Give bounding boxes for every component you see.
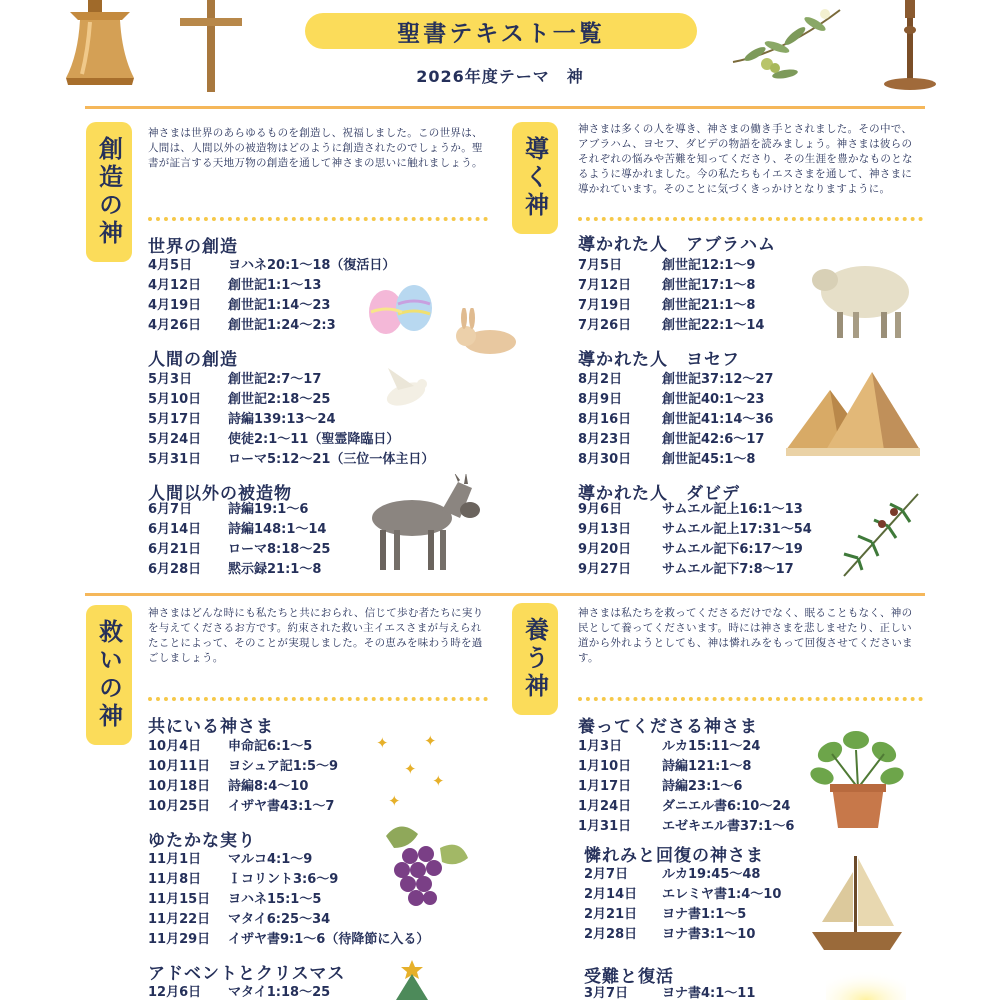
bell-illustration <box>60 0 140 90</box>
verse-date: 11月8日 <box>148 872 202 887</box>
dotted-divider <box>578 217 923 221</box>
verse-list <box>148 370 488 470</box>
verse-date: 6月21日 <box>148 542 202 557</box>
section-title: 世界の創造 <box>148 237 238 257</box>
verse-ref: ルカ19:45～48 <box>662 867 761 882</box>
verse-date: 2月7日 <box>584 867 629 882</box>
section-title: 人間以外の被造物 <box>148 484 292 504</box>
section-title: アドベントとクリスマス <box>148 964 346 984</box>
verse-row <box>148 390 488 410</box>
verse-date: 9月27日 <box>578 562 632 577</box>
verse-date: 1月17日 <box>578 779 632 794</box>
verse-ref: 創世記21:1～8 <box>662 298 756 313</box>
intro-creation: 神さまは世界のあらゆるものを創造し、祝福しました。この世界は、人間は、人間以外の被造物はどのように創造されたのでしょうか。聖書が証言する天地万物の創造を通して神さまの思いに触れましょう。 <box>148 127 483 169</box>
verse-date: 1月3日 <box>578 739 623 754</box>
dotted-divider <box>148 217 488 221</box>
verse-date: 8月9日 <box>578 392 623 407</box>
section-title: 導かれた人 アブラハム <box>578 235 776 255</box>
verse-ref: 創世記1:24～2:3 <box>228 318 336 333</box>
verse-ref: 創世記1:14～23 <box>228 298 331 313</box>
verse-list <box>148 983 488 1003</box>
verse-date: 8月2日 <box>578 372 623 387</box>
verse-row <box>148 734 488 757</box>
badge-nurturing-god: 養う神 <box>512 603 558 715</box>
verse-date: 5月31日 <box>148 452 202 467</box>
star-icon: ✦ <box>404 760 417 778</box>
verse-ref: イザヤ書9:1～6（待降節に入る） <box>228 932 430 947</box>
verse-date: 11月1日 <box>148 852 202 867</box>
star-icon: ✦ <box>424 732 437 750</box>
verse-ref: サムエル記下6:17～19 <box>662 542 803 557</box>
christmas-tree-illustration <box>392 958 432 1000</box>
verse-date: 4月26日 <box>148 318 202 333</box>
verse-ref: ダニエル書6:10～24 <box>662 799 791 814</box>
verse-ref: 創世記42:6～17 <box>662 432 765 447</box>
potted-plant-illustration <box>808 728 908 830</box>
verse-ref: ヨナ書3:1～10 <box>662 927 756 942</box>
badge-guiding-god: 導く神 <box>512 122 558 234</box>
verse-ref: サムエル記上16:1～13 <box>662 502 803 517</box>
verse-date: 5月3日 <box>148 372 193 387</box>
verse-ref: マタイ1:18～25 <box>228 985 331 1000</box>
verse-date: 6月7日 <box>148 502 193 517</box>
section-title: 受難と復活 <box>584 967 674 987</box>
verse-ref: エゼキエル書37:1～6 <box>662 819 795 834</box>
year-theme: 2026年度テーマ 神 <box>416 67 584 86</box>
verse-ref: 創世記17:1～8 <box>662 278 756 293</box>
verse-ref: エレミヤ書1:4～10 <box>662 887 782 902</box>
verse-date: 7月12日 <box>578 278 632 293</box>
rabbit-illustration <box>450 308 520 356</box>
verse-ref: 申命記6:1～5 <box>228 739 313 754</box>
verse-ref: イザヤ書43:1～7 <box>228 799 335 814</box>
verse-date: 12月6日 <box>148 985 202 1000</box>
verse-date: 5月24日 <box>148 432 202 447</box>
verse-date: 11月22日 <box>148 912 211 927</box>
verse-ref: ヨハネ15:1～5 <box>228 892 322 907</box>
verse-ref: 使徒2:1～11（聖霊降臨日） <box>228 432 400 447</box>
verse-date: 6月28日 <box>148 562 202 577</box>
verse-ref: 詩編19:1～6 <box>228 502 309 517</box>
verse-date: 10月4日 <box>148 739 202 754</box>
verse-row <box>148 983 488 1003</box>
intro-salvation: 神さまはどんな時にも私たちと共におられ、信じて歩む者たちに実りを与えてくださるお方です。約束された救い主イエスさまが与えられたことによって、そのことが実現しました。その恵みを味わう時を過ごしましょう。 <box>148 607 484 664</box>
section-title: 導かれた人 ダビデ <box>578 484 740 504</box>
cross-illustration <box>178 0 244 95</box>
sailboat-illustration <box>806 850 908 954</box>
olive-branch-illustration <box>725 2 845 94</box>
verse-ref: ヨナ書1:1～5 <box>662 907 747 922</box>
verse-ref: ルカ15:11～24 <box>662 739 761 754</box>
verse-row <box>148 256 488 276</box>
verse-ref: 詩編121:1～8 <box>662 759 752 774</box>
badge-salvation-god: 救いの神 <box>86 605 132 745</box>
verse-ref: Ｉコリント3:6～9 <box>228 872 339 887</box>
verse-date: 4月19日 <box>148 298 202 313</box>
verse-ref: 創世記2:7～17 <box>228 372 322 387</box>
verse-ref: ローマ8:18～25 <box>228 542 331 557</box>
section-title: 養ってくださる神さま <box>578 717 758 737</box>
verse-date: 9月6日 <box>578 502 623 517</box>
candlestick-illustration <box>880 0 940 95</box>
pine-branch-illustration <box>838 488 922 582</box>
section-title: 憐れみと回復の神さま <box>584 846 764 866</box>
verse-ref: 創世記22:1～14 <box>662 318 765 333</box>
verse-date: 2月28日 <box>584 927 638 942</box>
section-title: 人間の創造 <box>148 350 238 370</box>
verse-date: 6月14日 <box>148 522 202 537</box>
verse-ref: 詩編8:4～10 <box>228 779 309 794</box>
verse-ref: ヨシュア記1:5～9 <box>228 759 339 774</box>
middle-divider <box>85 593 925 596</box>
verse-ref: 創世記12:1～9 <box>662 258 756 273</box>
verse-date: 5月17日 <box>148 412 202 427</box>
verse-ref: 詩編139:13～24 <box>228 412 336 427</box>
dove-illustration <box>380 362 432 414</box>
verse-date: 1月24日 <box>578 799 632 814</box>
verse-ref: サムエル記上17:31～54 <box>662 522 812 537</box>
verse-date: 11月15日 <box>148 892 211 907</box>
section-title: 共にいる神さま <box>148 717 274 737</box>
verse-date: 8月23日 <box>578 432 632 447</box>
verse-row <box>148 430 488 450</box>
verse-date: 7月26日 <box>578 318 632 333</box>
grapes-illustration <box>380 818 472 918</box>
badge-creation-god: 創造の神 <box>86 122 132 262</box>
verse-date: 7月19日 <box>578 298 632 313</box>
verse-date: 4月5日 <box>148 258 193 273</box>
page-title: 聖書テキスト一覧 <box>305 13 697 49</box>
donkey-illustration <box>360 474 485 574</box>
intro-nurturing: 神さまは私たちを救ってくださるだけでなく、眠ることもなく、神の民として養ってくださいます。時には神さまを悲しませたり、正しい道から外れようとしても、神は憐れみをもって回復させてくださいます。 <box>578 607 913 664</box>
verse-row <box>148 930 488 950</box>
verse-date: 9月20日 <box>578 542 632 557</box>
verse-ref: マタイ6:25～34 <box>228 912 331 927</box>
star-icon: ✦ <box>388 792 401 810</box>
verse-ref: サムエル記下7:8～17 <box>662 562 794 577</box>
star-icon: ✦ <box>376 734 389 752</box>
verse-date: 8月16日 <box>578 412 632 427</box>
verse-date: 1月10日 <box>578 759 632 774</box>
verse-ref: ローマ5:12～21（三位一体主日） <box>228 452 435 467</box>
verse-ref: 創世記2:18～25 <box>228 392 331 407</box>
verse-ref: 詩編148:1～14 <box>228 522 327 537</box>
verse-ref: 創世記37:12～27 <box>662 372 774 387</box>
verse-ref: 創世記1:1～13 <box>228 278 322 293</box>
pyramids-illustration <box>786 370 920 458</box>
verse-ref: ヨナ書4:1～11 <box>662 986 756 1001</box>
verse-date: 8月30日 <box>578 452 632 467</box>
verse-row <box>148 410 488 430</box>
verse-ref: マルコ4:1～9 <box>228 852 313 867</box>
verse-ref: 創世記45:1～8 <box>662 452 756 467</box>
verse-date: 10月18日 <box>148 779 211 794</box>
verse-date: 3月7日 <box>584 986 629 1001</box>
verse-ref: 詩編23:1～6 <box>662 779 743 794</box>
verse-date: 2月21日 <box>584 907 638 922</box>
star-icon: ✦ <box>432 772 445 790</box>
verse-date: 10月11日 <box>148 759 211 774</box>
easter-eggs-illustration <box>366 284 438 336</box>
section-title: ゆたかな実り <box>148 831 256 851</box>
verse-date: 11月29日 <box>148 932 211 947</box>
verse-ref: 創世記41:14～36 <box>662 412 774 427</box>
header-divider <box>85 106 925 109</box>
verse-date: 7月5日 <box>578 258 623 273</box>
dotted-divider <box>148 697 488 701</box>
verse-date: 2月14日 <box>584 887 638 902</box>
sunrise-glow-illustration <box>826 958 906 1000</box>
verse-ref: 黙示録21:1～8 <box>228 562 322 577</box>
verse-date: 1月31日 <box>578 819 632 834</box>
verse-date: 9月13日 <box>578 522 632 537</box>
sheep-illustration <box>805 250 910 342</box>
verse-row <box>148 797 488 817</box>
verse-date: 5月10日 <box>148 392 202 407</box>
verse-row <box>148 450 488 470</box>
section-title: 導かれた人 ヨセフ <box>578 350 740 370</box>
verse-ref: ヨハネ20:1～18（復活日） <box>228 258 396 273</box>
intro-guiding: 神さまは多くの人を導き、神さまの働き手とされました。その中で、アブラハム、ヨセフ、ダビデの物語を読みましょう。神さまは彼らのそれぞれの悩みや苦難を知ってくださり、その生涯を豊かなものとなるように導かれました。今の私たちもイエスさまを通して、神さまに導かれています。そのことに気づくきっかけとなりますように。 <box>578 123 913 195</box>
verse-date: 10月25日 <box>148 799 211 814</box>
dotted-divider <box>578 697 923 701</box>
verse-date: 4月12日 <box>148 278 202 293</box>
verse-ref: 創世記40:1～23 <box>662 392 765 407</box>
verse-row <box>148 370 488 390</box>
